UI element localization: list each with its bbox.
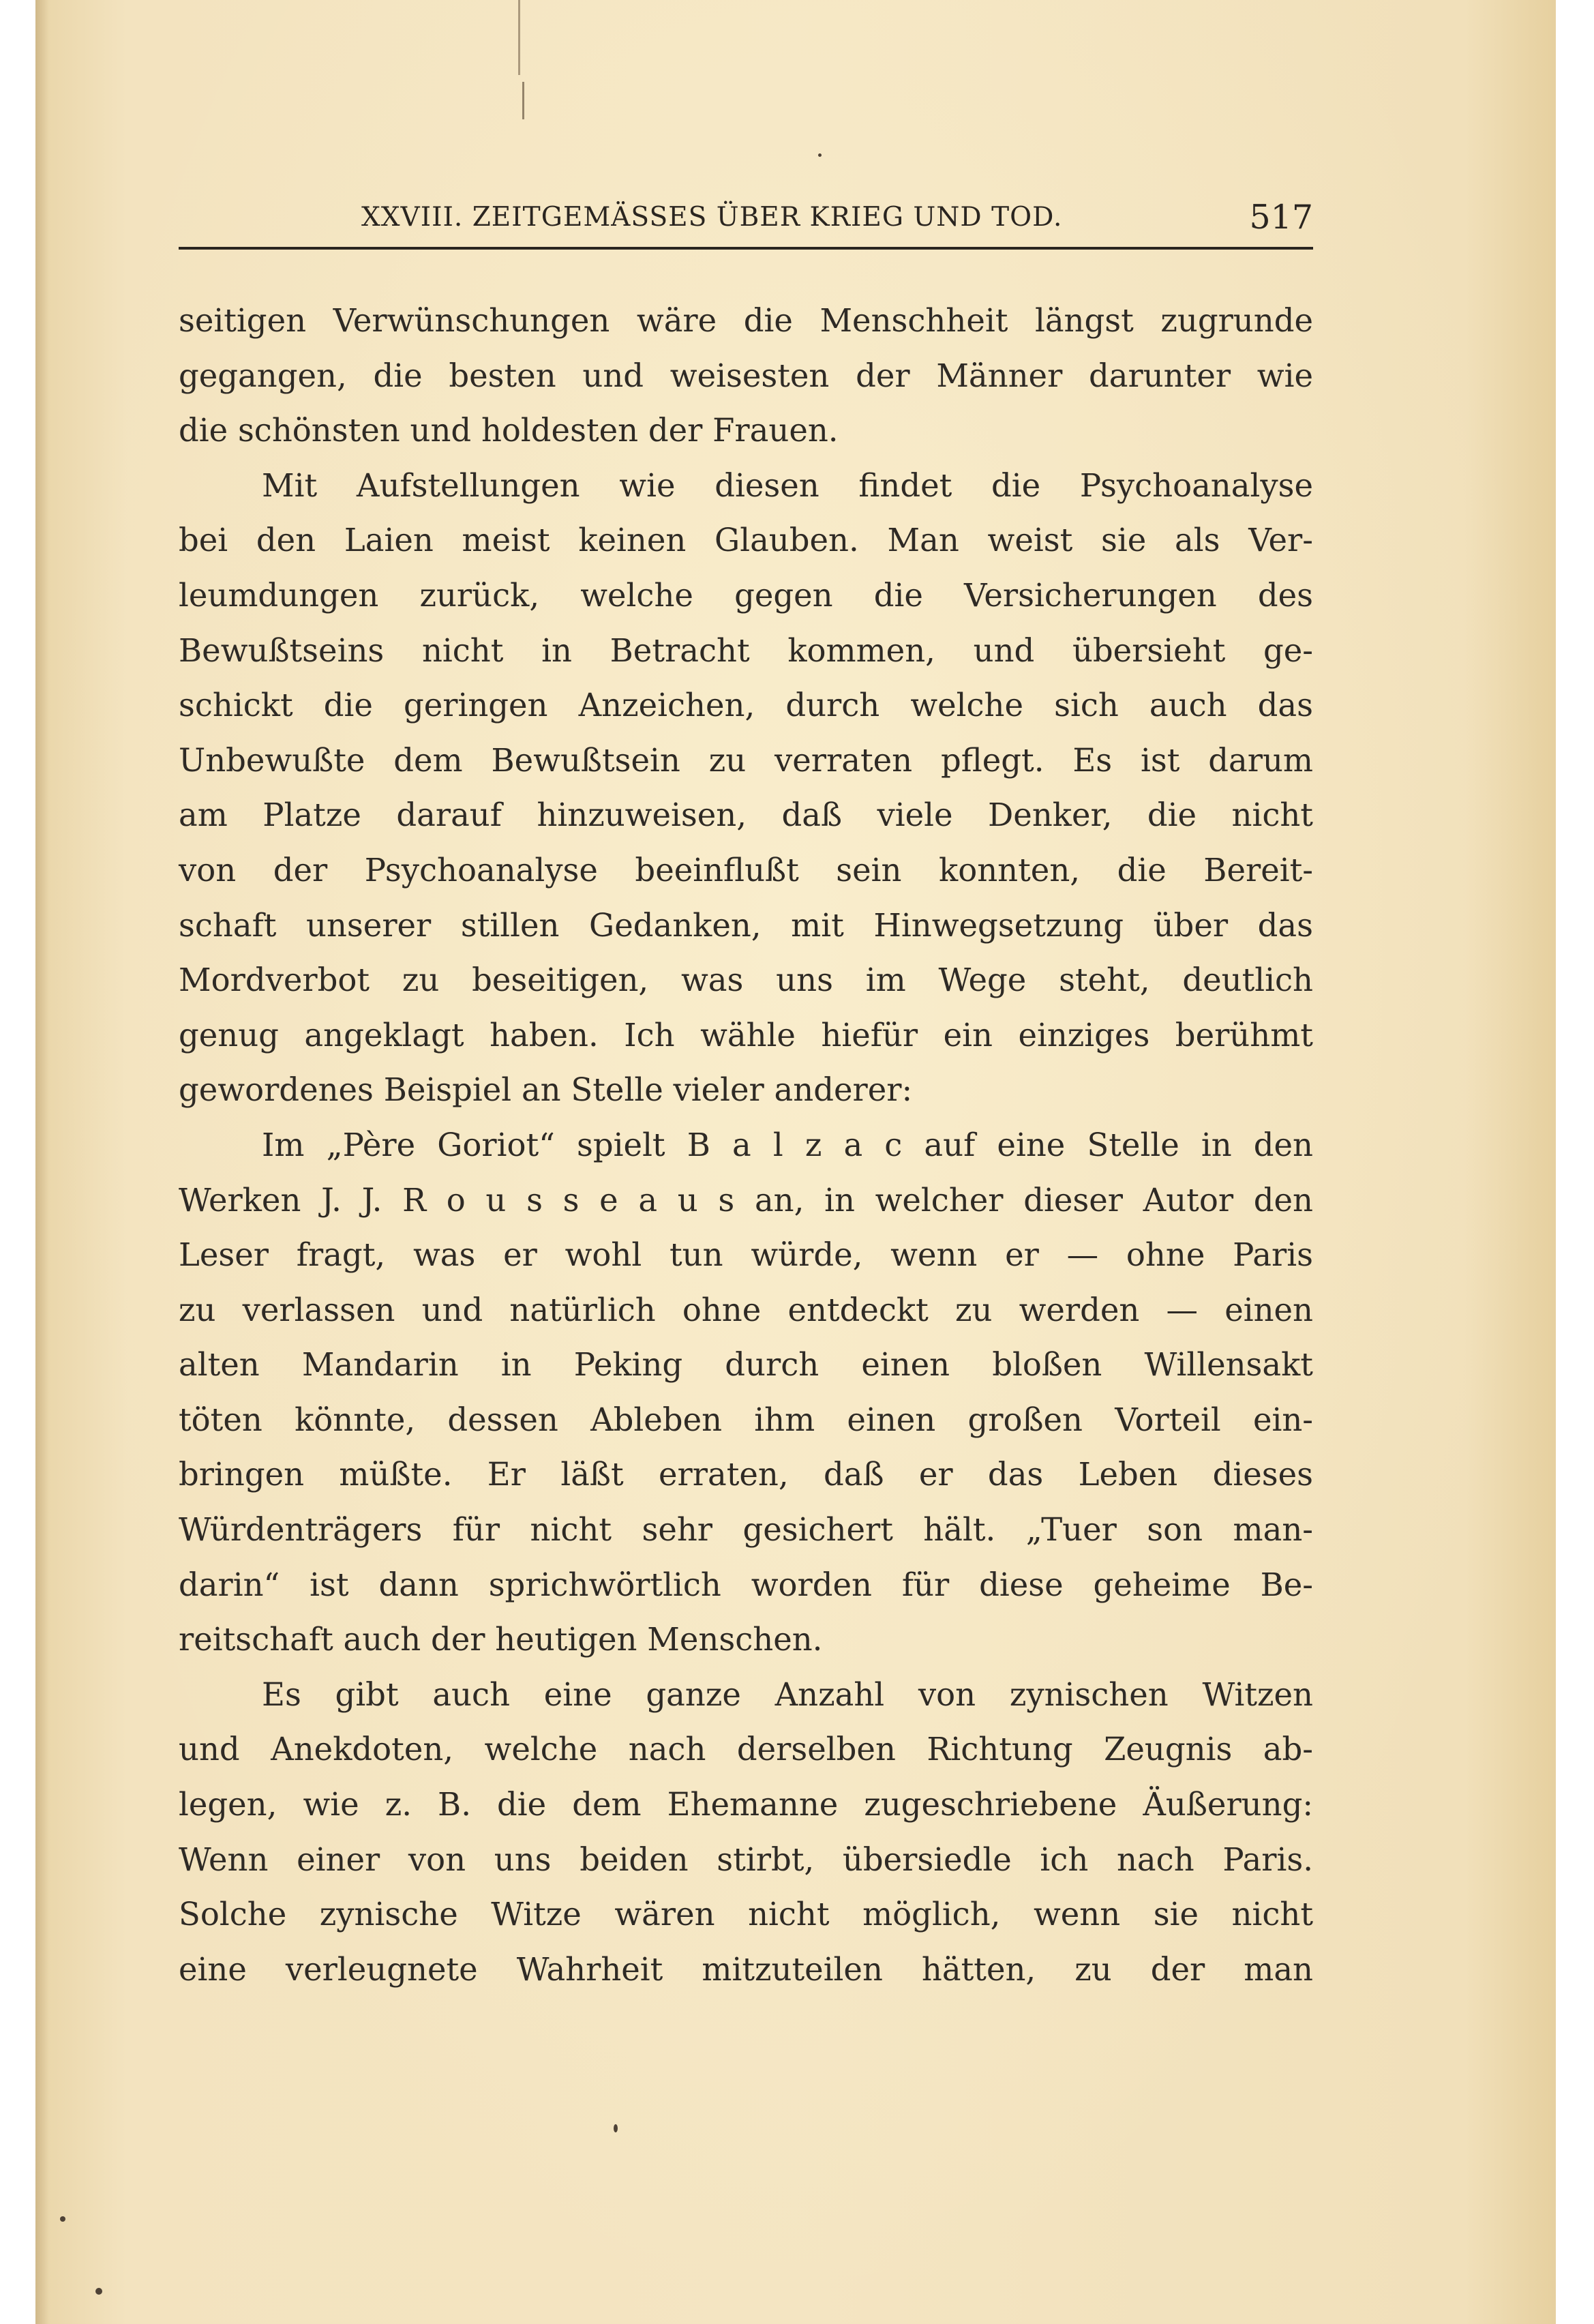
text-line: schickt die geringen Anzeichen, durch welche sich auch das [179, 687, 1313, 724]
ink-speck [614, 2124, 618, 2132]
text-line: seitigen Verwünschungen wäre die Menschheit längst zugrunde [179, 302, 1313, 339]
text-line: leumdungen zurück, welche gegen die Versicherungen des [179, 576, 1313, 614]
text-line: bringen müßte. Er läßt erraten, daß er das Leben dieses [179, 1456, 1313, 1493]
text-line: Leser fragt, was er wohl tun würde, wenn er — ohne Paris [179, 1236, 1313, 1274]
text-line: Wenn einer von uns beiden stirbt, übersiedle ich nach Paris. [179, 1841, 1313, 1878]
scan-mark [518, 0, 520, 75]
scan-mark [522, 82, 524, 119]
text-line: bei den Laien meist keinen Glauben. Man weist sie als Ver- [179, 522, 1313, 559]
text-line: Solche zynische Witze wären nicht möglich, wenn sie nicht [179, 1896, 1313, 1933]
text-line: Unbewußte dem Bewußtsein zu verraten pflegt. Es ist darum [179, 741, 1313, 779]
text-line: genug angeklagt haben. Ich wähle hiefür ein einziges berühmt [179, 1016, 1313, 1054]
ink-speck [95, 2288, 102, 2295]
text-line: am Platze darauf hinzuweisen, daß viele Denker, die nicht [179, 796, 1313, 834]
running-head [179, 192, 1313, 250]
text-line: legen, wie z. B. die dem Ehemanne zugeschriebene Äußerung: [179, 1786, 1313, 1823]
text-line: zu verlassen und natürlich ohne entdeckt zu werden — einen [179, 1291, 1313, 1328]
text-line: gegangen, die besten und weisesten der Männer darunter wie [179, 357, 1313, 394]
text-line: Mordverbot zu beseitigen, was uns im Wege steht, deutlich [179, 962, 1313, 999]
text-line: reitschaft auch der heutigen Menschen. [179, 1621, 823, 1658]
text-line: von der Psychoanalyse beeinflußt sein konnten, die Bereit- [179, 851, 1313, 889]
scan-margin-right [1556, 0, 1594, 2324]
binding-shadow [35, 0, 49, 2324]
text-line: alten Mandarin in Peking durch einen bloßen Willensakt [179, 1346, 1313, 1384]
text-line: gewordenes Beispiel an Stelle vieler anderer: [179, 1071, 913, 1109]
ink-speck [818, 153, 822, 157]
text-line: darin“ ist dann sprichwörtlich worden für diese geheime Be- [179, 1566, 1313, 1603]
text-line: Im „Père Goriot“ spielt B a l z a c auf eine Stelle in den [262, 1126, 1313, 1163]
page-number: 517 [1249, 198, 1313, 237]
text-line: töten könnte, dessen Ableben ihm einen großen Vorteil ein- [179, 1401, 1313, 1438]
text-line: Bewußtseins nicht in Betracht kommen, und übersieht ge- [179, 631, 1313, 669]
text-line: Mit Aufstellungen wie diesen findet die Psychoanalyse [262, 466, 1313, 504]
text-line: eine verleugnete Wahrheit mitzuteilen hätten, zu der man [179, 1950, 1313, 1988]
ink-speck [60, 2216, 65, 2222]
text-line: die schönsten und holdesten der Frauen. [179, 412, 839, 449]
text-line: Würdenträgers für nicht sehr gesichert hält. „Tuer son man- [179, 1511, 1313, 1549]
text-line: und Anekdoten, welche nach derselben Richtung Zeugnis ab- [179, 1731, 1313, 1768]
scan-margin-left [0, 0, 35, 2324]
running-title: XXVIII. ZEITGEMÄSSES ÜBER KRIEG UND TOD. [361, 202, 1063, 233]
text-line: Werken J. J. R o u s s e a u s an, in welcher dieser Autor den [179, 1181, 1313, 1219]
body-text [179, 293, 1313, 1997]
text-line: schaft unserer stillen Gedanken, mit Hinwegsetzung über das [179, 906, 1313, 944]
text-line: Es gibt auch eine ganze Anzahl von zynischen Witzen [262, 1675, 1313, 1713]
